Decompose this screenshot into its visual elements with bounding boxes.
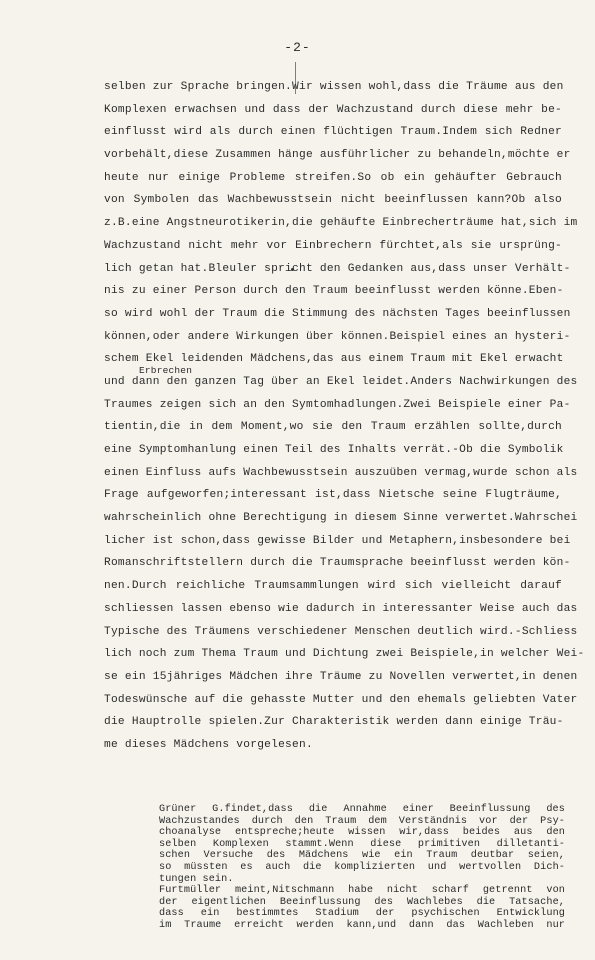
note-line: im Traume erreicht werden kann,und dann das Wachleben nur (159, 919, 565, 931)
body-line: heute nur einige Probleme streifen.So ob ein gehäufter Gebrauch (104, 171, 562, 184)
body-line: Frage aufgeworfen;interessant ist,dass Nietsche seine Flugträume, (104, 489, 562, 502)
body-line: von Symbolen das Wachbewusstsein nicht beeinflussen kann?Ob also (104, 194, 562, 207)
body-line: nen.Durch reichliche Traumsammlungen wird sich vielleicht darauf (104, 580, 562, 593)
note-line: so müssten es auch die komplizierten und wertvollen Dich- (159, 861, 565, 873)
body-text (104, 76, 585, 757)
handwritten-insertion: Erbrechen (139, 365, 193, 376)
body-line: vorbehält,diese Zusammen hänge ausführlicher zu behandeln,möchte er (104, 149, 571, 162)
body-line: lich noch zum Thema Traum und Dichtung zwei Beispiele,in welcher Wei- (104, 648, 585, 661)
body-line: z.B.eine Angstneurotikerin,die gehäufte Einbrecherträume hat,sich im (104, 217, 578, 230)
body-line: nis zu einer Person durch den Traum beeinflusst werden könne.Eben- (104, 285, 564, 298)
body-line: tientin,die in dem Moment,wo sie den Traum erzählen sollte,durch (104, 421, 562, 434)
body-line: me dieses Mädchens vorgelesen. (104, 738, 313, 751)
body-line: se ein 15jähriges Mädchen ihre Träume zu Novellen verwertet,in denen (104, 670, 578, 683)
body-line: so wird wohl der Traum die Stimmung des nächsten Tages beeinflussen (104, 307, 571, 320)
body-line: schliessen lassen ebenso wie dadurch in interessanter Weise auch das (104, 602, 578, 615)
note-line: der eigentlichen Beeinflussung des Wachlebes die Tatsache, (159, 896, 565, 908)
note-line: tungen sein. (159, 873, 234, 885)
note-line: choanalyse entspreche;heute wissen wir,dass beides aus den (159, 827, 565, 839)
body-line: die Hauptrolle spielen.Zur Charakteristik werden dann einige Träu- (104, 716, 564, 729)
page-number: -2- (284, 40, 311, 55)
note-line: Furtmüller meint,Nitschmann habe nicht scharf getrennt von (159, 885, 565, 897)
body-line: Typische des Träumens verschiedener Menschen deutlich wird.-Schliess (104, 625, 578, 638)
note-line: selben Komplexen stammt.Wenn diese primitiven dilletanti- (159, 838, 565, 850)
note-line: Wachzustandes durch den Traum dem Verständnis vor der Psy- (159, 815, 565, 827)
body-line: Romanschriftstellern durch die Traumsprache beeinflusst werden kön- (104, 557, 571, 570)
body-line: eine Symptomhanlung einen Teil des Inhalts verrät.-Ob die Symbolik (104, 444, 564, 456)
body-line: einen Einfluss aufs Wachbewusstsein auszuüben vermag,wurde schon als (104, 466, 578, 479)
body-line: selben zur Sprache bringen.Wir wissen wohl,dass die Träume aus den (104, 81, 564, 93)
note-line: schen Versuche des Mädchens wie ein Traum deutbar seien, (159, 850, 565, 862)
body-line: Komplexen erwachsen und dass der Wachzustand durch diese mehr be- (104, 103, 562, 116)
body-line: einflusst wird als durch einen flüchtigen Traum.Indem sich Redner (104, 126, 562, 139)
body-line: und dann den ganzen Tag über an Ekel leidet.Anders Nachwirkungen des (104, 375, 578, 388)
body-line: Todeswünsche auf die gehasste Mutter und den ehemals geliebten Vater (104, 693, 578, 706)
discussion-notes (159, 804, 565, 932)
body-line: lich getan hat.Bleuler spricht den Gedanken aus,dass unser Verhält- (104, 262, 571, 275)
body-line: licher ist schon,dass gewisse Bilder und Metaphern,insbesondere bei (104, 534, 571, 547)
note-line: dass ein bestimmtes Stadium der psychischen Entwicklung (159, 908, 565, 920)
body-line: wahrscheinlich ohne Berechtigung in diesem Sinne verwertet.Wahrschei (104, 512, 578, 525)
body-line: Traumes zeigen sich an den Symtomhadlungen.Zwei Beispiele einer Pa- (104, 398, 571, 411)
body-line: schem Ekel leidenden Mädchens,das aus einem Traum mit Ekel erwacht (104, 353, 564, 366)
body-line: können,oder andere Wirkungen über können.Beispiel eines an hysteri- (104, 330, 571, 343)
body-line: Wachzustand nicht mehr vor Einbrechern fürchtet,als sie ursprüng- (104, 239, 562, 252)
note-line: Grüner G.findet,dass die Annahme einer Beeinflussung des (159, 804, 565, 815)
